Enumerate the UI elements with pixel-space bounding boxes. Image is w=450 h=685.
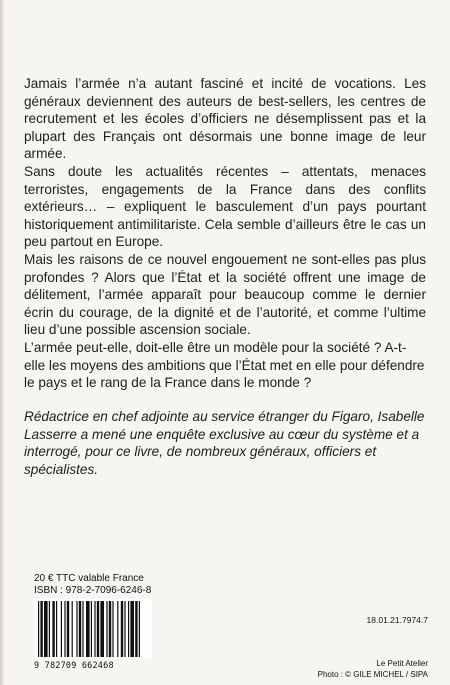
paragraph-1: Jamais l’armée n’a autant fasciné et incité de vocations. Les généraux deviennent des auteurs de best-sellers, les centres de recrutement et les écoles d’officiers ne désemplissent pas et la plupart des Français ont désormais une bonne image de leur armée.: [24, 76, 426, 162]
author-blurb: [24, 408, 426, 478]
paragraph-4: L’armée peut-elle, doit-elle être un modèle pour la société ? A-t-elle les moyens des ambitions que l’État met en elle pour défendre le pays et le rang de la France dans le monde ?: [24, 339, 425, 391]
paragraph-2: Sans doute les actualités récentes – attentats, menaces terroristes, engagements de la France dans des conflits extérieurs… – expliquent le basculement d’un pays pourtant historiquement antimilitariste. Cela semble d’ailleurs être le cas un peu partout en Europe.: [24, 163, 426, 250]
price-label: 20 € TTC valable France: [34, 573, 144, 584]
publisher-credit: Le Petit Atelier: [376, 659, 428, 668]
photo-credit: Photo : © GILE MICHEL / SIPA: [317, 670, 428, 679]
back-cover-text: [24, 75, 426, 392]
barcode-digits: 9 782709 662468: [34, 661, 114, 671]
paragraph-3: Mais les raisons de ce nouvel engouement ne sont-elles pas plus profondes ? Alors que l’État et la société offrent une image de délitement, l’armée apparaît pour beaucoup comme le dernier écrin du courage, de la dignité et de l’autorité, et comme l’ultime lieu d’une possible ascension sociale.: [24, 251, 426, 338]
author-blurb-text: Rédactrice en chef adjointe au service étranger du Figaro, Isabelle Lasserre a mené une enquête exclusive au cœur du système et a interrogé, pour ce livre, de nombreux généraux, officiers et spécialistes.: [24, 409, 425, 477]
reference-code: 18.01.21.7974.7: [366, 615, 428, 625]
spine-edge: [0, 0, 5, 685]
isbn-label: ISBN : 978-2-7096-6246-8: [34, 585, 152, 596]
barcode: [34, 599, 152, 659]
barcode-bars: [34, 599, 152, 659]
